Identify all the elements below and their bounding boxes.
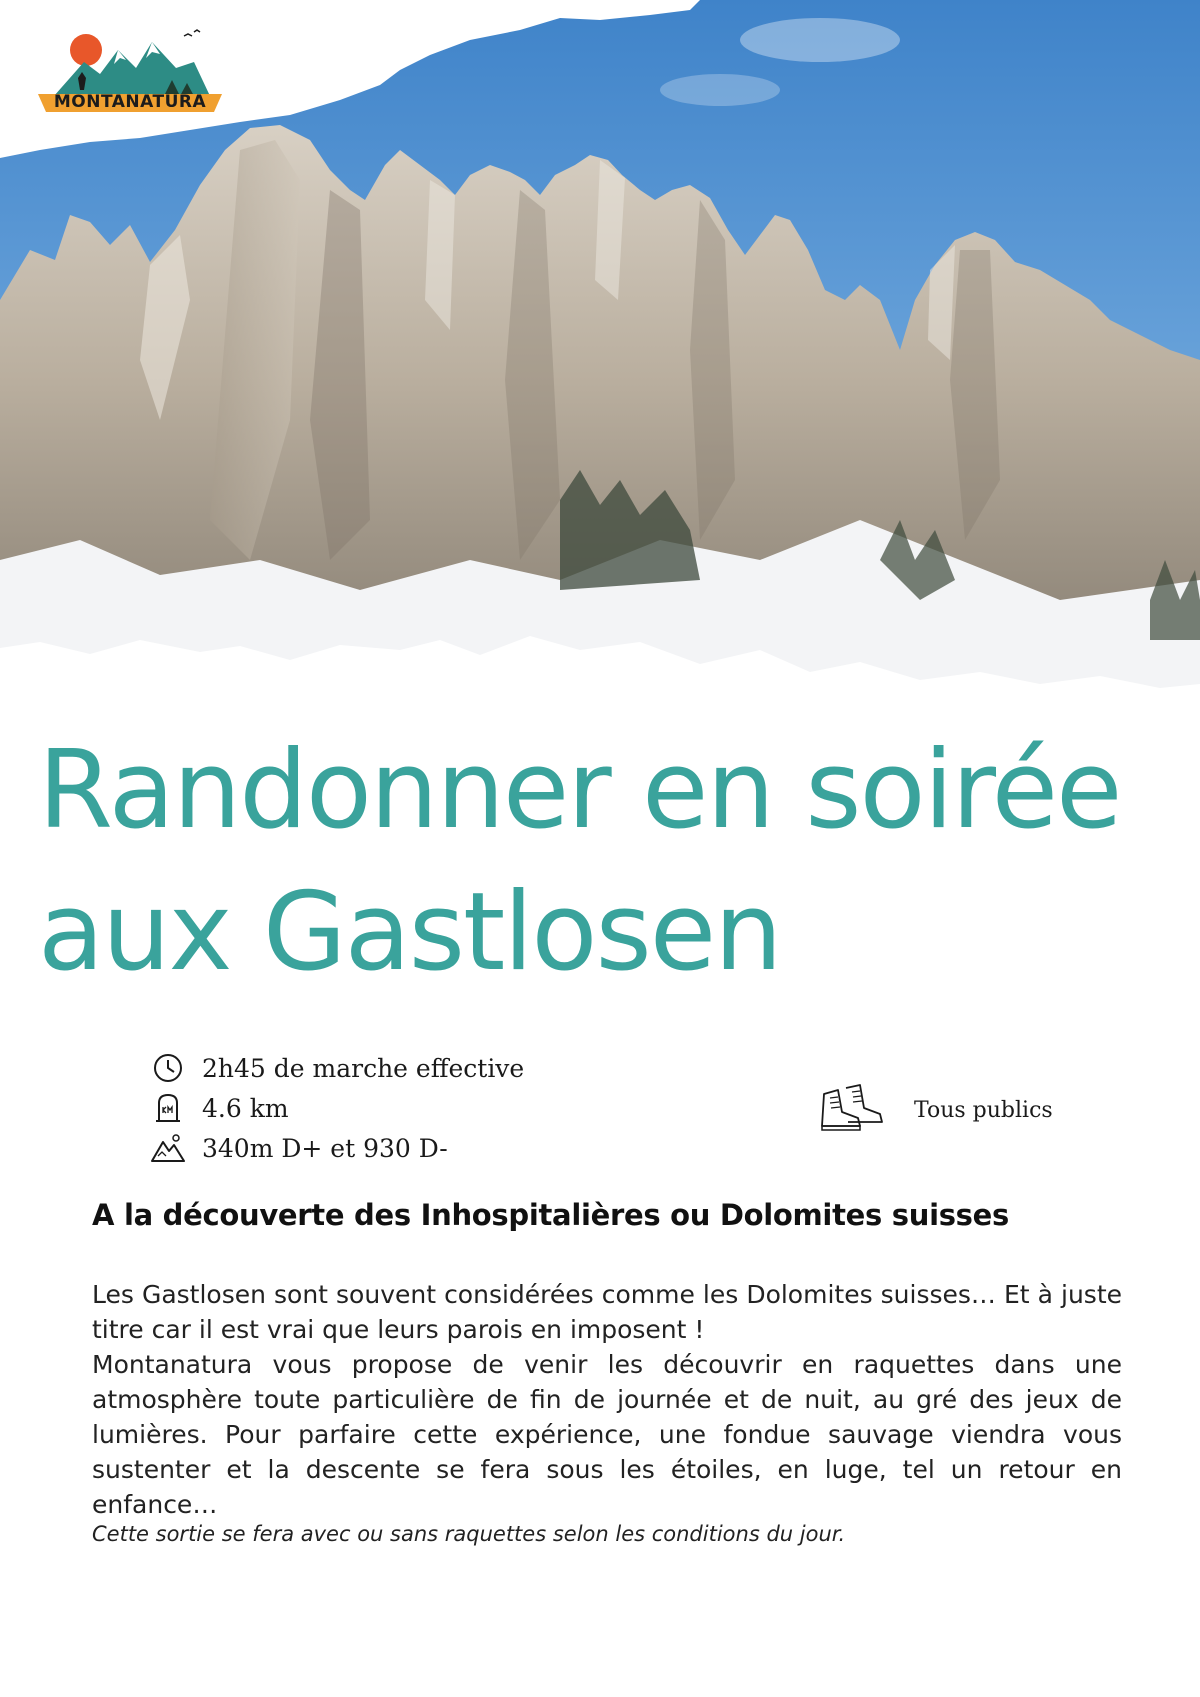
audience-text: Tous publics — [914, 1097, 1053, 1123]
paragraph-1: Les Gastlosen sont souvent considérées comme les Dolomites suisses… Et à juste titre car il est vrai que leurs parois en imposent ! — [92, 1280, 1122, 1344]
hiking-boots-icon — [818, 1082, 888, 1138]
description — [92, 1277, 1122, 1522]
paragraph-2: Montanatura vous propose de venir les découvrir en raquettes dans une atmosphère toute particulière de fin de journée et de nuit, au gré des jeux de lumières. Pour parfaire cette expérience, une fondue sauvage viendra vous sustenter et la descente se fera sous les étoiles, en luge, tel un retour en enfance… — [92, 1350, 1122, 1519]
section-subtitle: A la découverte des Inhospitalières ou Dolomites suisses — [92, 1198, 1009, 1232]
mountain-icon — [148, 1130, 188, 1166]
title-line-2: aux Gastlosen — [38, 870, 781, 995]
info-duration — [148, 1050, 524, 1086]
info-elevation — [148, 1130, 448, 1166]
elevation-text: 340m D+ et 930 D- — [202, 1133, 448, 1163]
title-line-1: Randonner en soirée — [38, 728, 1121, 853]
info-distance — [148, 1090, 289, 1126]
info-audience — [818, 1082, 1053, 1138]
conditions-note: Cette sortie se fera avec ou sans raquettes selon les conditions du jour. — [92, 1522, 846, 1546]
distance-text: 4.6 km — [202, 1093, 289, 1123]
montanatura-logo[interactable] — [34, 28, 226, 124]
milestone-icon — [148, 1090, 188, 1126]
duration-text: 2h45 de marche effective — [202, 1053, 525, 1083]
brand-name: MONTANATURA — [53, 92, 207, 112]
clock-icon — [148, 1050, 188, 1086]
page-title — [38, 720, 1178, 1004]
